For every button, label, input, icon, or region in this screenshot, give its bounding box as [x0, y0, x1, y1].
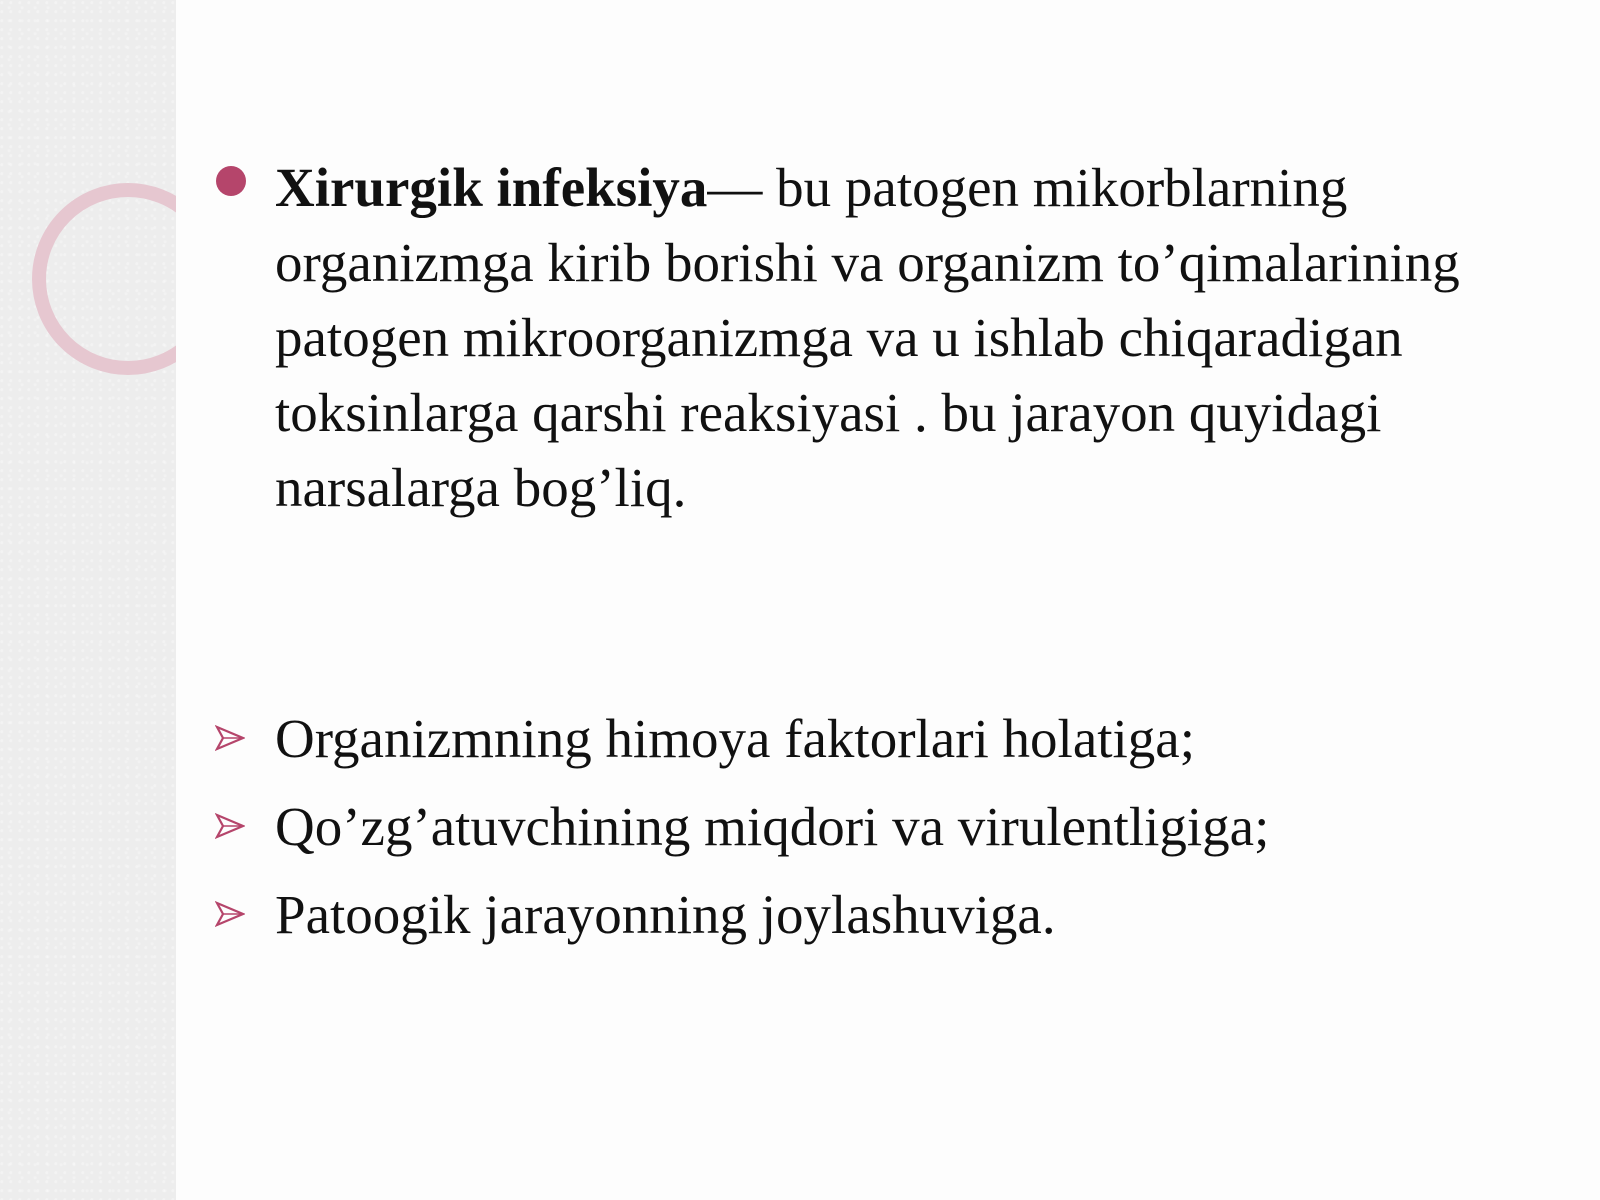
factor-text: Organizmning himoya faktorlari holatiga; [275, 708, 1195, 769]
list-item [205, 871, 1535, 959]
definition-term: Xirurgik infeksiya [275, 157, 708, 218]
factor-text: Patoogik jarayonning joylashuviga. [275, 884, 1056, 945]
slide-content [205, 150, 1535, 975]
decorative-ring-clip [0, 0, 176, 1200]
factors-list [205, 695, 1535, 959]
definition-text: — bu patogen mikorblarning organizmga kirib borishi va organizm to’qimalarining patogen mikroorganizmga va u ishlab chiqaradigan toksinlarga qarshi reaksiyasi . bu jarayon quyidagi narsalarga bog’liq. [275, 157, 1460, 518]
side-panel [0, 0, 176, 1200]
list-item [205, 695, 1535, 783]
arrow-bullet-icon [215, 899, 245, 929]
circle-bullet-icon [216, 166, 246, 196]
arrow-bullet-icon [215, 811, 245, 841]
arrow-bullet-icon [215, 723, 245, 753]
list-item [205, 783, 1535, 871]
decorative-ring-icon [32, 183, 176, 375]
factor-text: Qo’zg’atuvchining miqdori va virulentligiga; [275, 796, 1270, 857]
definition-paragraph [205, 150, 1535, 525]
